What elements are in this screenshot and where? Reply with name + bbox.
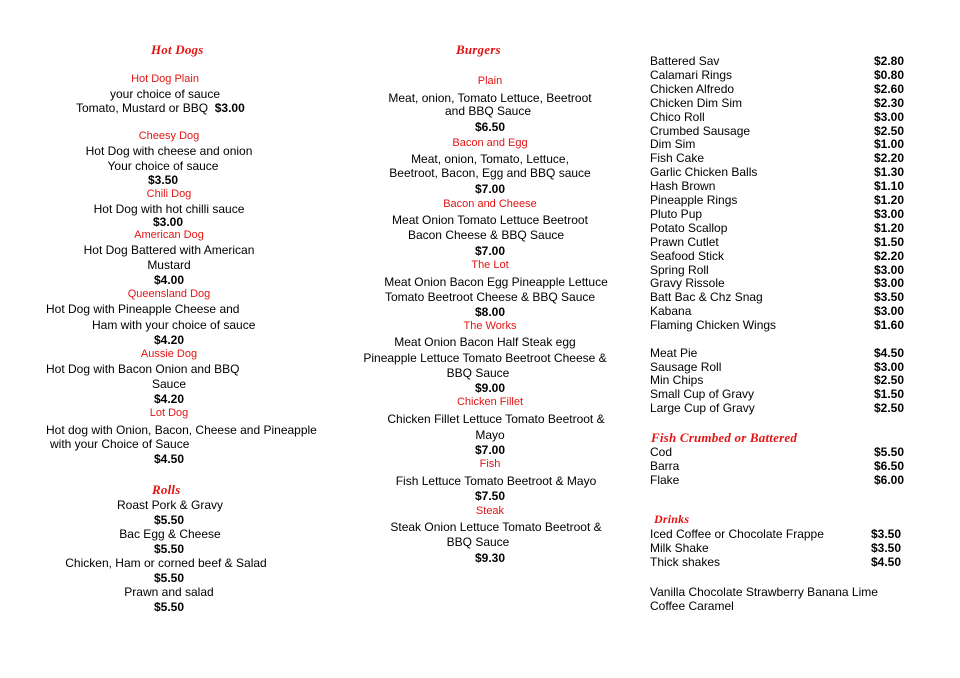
price-list-item-name: Gravy Rissole <box>650 276 725 291</box>
price-list-item-price: $6.50 <box>873 458 904 473</box>
price-list-item-name: Flaming Chicken Wings <box>650 318 777 333</box>
shake-flavours: Vanilla Chocolate Strawberry Banana Lime <box>650 585 878 599</box>
price-list-item-name: Meat Pie <box>650 346 698 360</box>
price-list-row <box>650 249 904 263</box>
price-list-item-name: Chicken Alfredo <box>650 81 735 96</box>
price-list-row <box>650 555 901 569</box>
menu-item-name: Bacon and Egg <box>452 137 528 149</box>
menu-item-price: $9.30 <box>474 551 506 565</box>
price-list-item-price: $2.20 <box>873 151 904 166</box>
price-list-row <box>650 54 904 68</box>
hot-dogs-heading: Hot Dogs <box>151 42 204 57</box>
price-list-row <box>650 82 904 96</box>
menu-item-desc: Steak Onion Lettuce Tomato Beetroot & <box>390 520 602 534</box>
menu-item-desc: and BBQ Sauce <box>444 104 532 118</box>
price-list-row <box>650 96 904 110</box>
price-list-item-price: $2.60 <box>873 81 904 96</box>
price-list-item-name: Batt Bac & Chz Snag <box>650 290 763 305</box>
price-list-item-price: $4.50 <box>873 346 904 360</box>
price-list-item-name: Pineapple Rings <box>650 193 738 207</box>
menu-item-price: $7.00 <box>474 244 506 258</box>
price-list-item-name: Potato Scallop <box>650 220 728 235</box>
menu-item-price: $9.00 <box>474 381 506 395</box>
menu-item-name: Plain <box>477 75 503 87</box>
menu-item-desc: Fish Lettuce Tomato Beetroot & Mayo <box>395 474 597 488</box>
fish-heading: Fish Crumbed or Battered <box>651 430 798 445</box>
price-list-item-price: $3.00 <box>873 206 904 221</box>
price-list-item-price: $1.00 <box>873 137 904 152</box>
price-list-item-name: Thick shakes <box>650 555 721 569</box>
price-list-row <box>650 276 904 290</box>
menu-item-desc: Meat, onion, Tomato, Lettuce, <box>411 152 569 166</box>
price-list-item-name: Sausage Roll <box>650 359 722 374</box>
menu-item-desc: Chicken Fillet Lettuce Tomato Beetroot & <box>387 412 605 426</box>
price-list-row <box>650 541 901 555</box>
price-list-row <box>650 346 904 360</box>
price-list-item-name: Barra <box>650 458 680 473</box>
shake-flavours-cont: Coffee Caramel <box>650 599 734 613</box>
price-list-item-name: Milk Shake <box>650 541 709 555</box>
price-list-row <box>650 207 904 221</box>
price-list-row <box>650 124 904 138</box>
price-list-item-price: $3.50 <box>870 541 901 555</box>
menu-item-name: Lot Dog <box>149 407 189 419</box>
menu-item-name: Aussie Dog <box>140 348 198 360</box>
drinks-heading: Drinks <box>654 512 690 526</box>
menu-item-desc: Hot Dog with Pineapple Cheese and <box>46 302 240 316</box>
price-list-item-name: Hash Brown <box>650 179 716 194</box>
price-list-item-price: $1.20 <box>873 193 904 207</box>
menu-item-desc: Bacon Cheese & BBQ Sauce <box>407 228 565 242</box>
menu-item-name: The Works <box>463 320 517 332</box>
price-list-item-price: $2.50 <box>873 123 904 138</box>
menu-item-name: Hot Dog Plain <box>131 73 199 85</box>
price-list-row <box>650 137 904 151</box>
menu-item-name: Cheesy Dog <box>138 130 200 142</box>
price-list-row <box>650 373 904 387</box>
menu-item-desc: Beetroot, Bacon, Egg and BBQ sauce <box>389 166 591 180</box>
menu-item-price: $6.50 <box>474 120 506 134</box>
menu-item-name: Steak <box>475 505 505 517</box>
menu-item-desc: Meat, onion, Tomato Lettuce, Beetroot <box>388 91 592 105</box>
menu-item-price: $3.00 <box>214 101 245 115</box>
menu-item-desc: Mustard <box>147 258 191 272</box>
menu-item-desc: Meat Onion Bacon Half Steak egg <box>394 335 576 349</box>
price-list-row <box>650 360 904 374</box>
menu-item-price: $5.50 <box>153 571 185 585</box>
menu-item-price: $7.00 <box>474 443 506 457</box>
price-list-item-price: $3.00 <box>873 109 904 124</box>
price-list-item-price: $6.00 <box>873 472 904 487</box>
price-list-item-name: Prawn Cutlet <box>650 234 719 249</box>
price-list-row <box>650 318 904 332</box>
price-list-row <box>650 459 904 473</box>
price-list-item-name: Small Cup of Gravy <box>650 387 755 402</box>
menu-item-desc: Hot dog with Onion, Bacon, Cheese and Pineapple <box>46 423 317 437</box>
menu-item-desc: Meat Onion Bacon Egg Pineapple Lettuce <box>384 275 608 289</box>
menu-item-price: $7.00 <box>474 182 506 196</box>
price-list-item-price: $3.00 <box>873 359 904 374</box>
price-list-row <box>650 401 904 415</box>
menu-item-price: $3.50 <box>147 173 179 187</box>
price-list-item-name: Flake <box>650 472 680 487</box>
menu-item-name: Chicken Fillet <box>456 396 524 408</box>
price-list-item-name: Large Cup of Gravy <box>650 400 755 415</box>
price-list-row <box>650 179 904 193</box>
menu-item-price: $4.20 <box>153 392 185 406</box>
price-list-item-price: $1.30 <box>873 165 904 180</box>
price-list-row <box>650 304 904 318</box>
price-list-item-name: Cod <box>650 445 673 459</box>
price-list-item-name: Spring Roll <box>650 262 709 277</box>
price-list-row <box>650 165 904 179</box>
menu-item-desc: Tomato Beetroot Cheese & BBQ Sauce <box>384 290 596 304</box>
price-list-item-price: $3.00 <box>873 304 904 319</box>
price-list-item-name: Garlic Chicken Balls <box>650 165 758 180</box>
menu-item-name: The Lot <box>471 259 509 271</box>
rolls-heading: Rolls <box>152 482 181 497</box>
price-list-row <box>650 68 904 82</box>
menu-item-desc: Ham with your choice of sauce <box>92 318 256 332</box>
price-list-item-price: $3.00 <box>873 262 904 277</box>
menu-item-desc: Hot Dog with cheese and onion <box>85 144 253 158</box>
menu-item-desc: with your Choice of Sauce <box>50 437 190 451</box>
price-list-item-price: $1.60 <box>873 318 904 333</box>
price-list-item-price: $0.80 <box>873 67 904 82</box>
burgers-heading: Burgers <box>456 42 501 57</box>
menu-item-desc: Sauce <box>151 377 187 391</box>
price-list-item-price: $2.50 <box>873 373 904 388</box>
price-list-item-name: Battered Sav <box>650 54 720 68</box>
price-list-row <box>650 445 904 459</box>
menu-item-desc: Chicken, Ham or corned beef & Salad <box>65 556 267 570</box>
price-list-item-price: $2.20 <box>873 248 904 263</box>
menu-item-desc: Hot Dog Battered with American <box>83 243 255 257</box>
menu-item-price: $7.50 <box>474 489 506 503</box>
menu-item-name: Queensland Dog <box>127 288 211 300</box>
menu-item-desc: Pineapple Lettuce Tomato Beetroot Cheese & <box>363 351 607 365</box>
price-list-item-price: $1.20 <box>873 220 904 235</box>
menu-item-desc: Prawn and salad <box>124 585 214 599</box>
menu-item-name: Bacon and Cheese <box>443 198 537 210</box>
menu-item-desc: Hot Dog with hot chilli sauce <box>93 202 245 216</box>
menu-item-price: $4.50 <box>153 452 185 466</box>
menu-item-desc: Hot Dog with Bacon Onion and BBQ <box>46 362 240 376</box>
menu-item-desc: Bac Egg & Cheese <box>119 527 221 541</box>
price-list-item-name: Dim Sim <box>650 137 696 152</box>
price-list-row <box>650 193 904 207</box>
menu-item-desc: BBQ Sauce <box>446 535 510 549</box>
menu-item-price: $4.00 <box>153 273 185 287</box>
price-list-item-name: Crumbed Sausage <box>650 123 751 138</box>
price-list-item-name: Iced Coffee or Chocolate Frappe <box>650 527 824 541</box>
price-list-item-price: $1.50 <box>873 387 904 402</box>
price-list-row <box>650 290 904 304</box>
price-list-item-name: Seafood Stick <box>650 248 725 263</box>
price-list-row <box>650 235 904 249</box>
menu-item-price: $5.50 <box>153 513 185 527</box>
menu-item-desc: your choice of sauce <box>109 87 221 101</box>
menu-item-desc: BBQ Sauce <box>446 366 510 380</box>
price-list-item-name: Fish Cake <box>650 151 705 166</box>
price-list-row <box>650 110 904 124</box>
price-list-item-name: Min Chips <box>650 373 704 388</box>
menu-item-desc: Mayo <box>475 428 505 442</box>
price-list-item-price: $2.30 <box>873 95 904 110</box>
price-list-item-name: Calamari Rings <box>650 67 733 82</box>
price-list-row <box>650 151 904 165</box>
price-list-row <box>650 221 904 235</box>
menu-item-desc: Roast Pork & Gravy <box>116 498 224 512</box>
price-list-item-price: $1.10 <box>873 179 904 194</box>
menu-item-price: $8.00 <box>474 305 506 319</box>
menu-item-price: $5.50 <box>153 542 185 556</box>
menu-item-desc: Meat Onion Tomato Lettuce Beetroot <box>392 213 588 227</box>
price-list-item-name: Chico Roll <box>650 109 705 124</box>
price-list-item-price: $3.50 <box>870 527 901 541</box>
price-list-row <box>650 263 904 277</box>
price-list-item-price: $1.50 <box>873 234 904 249</box>
menu-item-name: American Dog <box>134 229 204 241</box>
menu-item-desc: Tomato, Mustard or BBQ $3.00 <box>76 101 245 115</box>
price-list-item-name: Pluto Pup <box>650 206 703 221</box>
price-list-row <box>650 473 904 487</box>
price-list-item-price: $4.50 <box>870 555 901 569</box>
price-list-item-price: $3.50 <box>873 290 904 305</box>
price-list-item-name: Kabana <box>650 304 692 319</box>
menu-item-price: $3.00 <box>152 215 184 229</box>
price-list-item-price: $3.00 <box>873 276 904 291</box>
menu-item-price: $4.20 <box>153 333 185 347</box>
menu-item-price: $5.50 <box>153 600 185 614</box>
price-list-item-price: $2.50 <box>873 400 904 415</box>
menu-item-name: Chili Dog <box>146 188 192 200</box>
price-list-item-price: $5.50 <box>873 445 904 459</box>
menu-item-desc: Your choice of sauce <box>107 159 219 173</box>
menu-item-name: Fish <box>479 458 501 470</box>
price-list-row <box>650 527 901 541</box>
price-list-row <box>650 387 904 401</box>
price-list-item-price: $2.80 <box>873 54 904 68</box>
price-list-item-name: Chicken Dim Sim <box>650 95 743 110</box>
